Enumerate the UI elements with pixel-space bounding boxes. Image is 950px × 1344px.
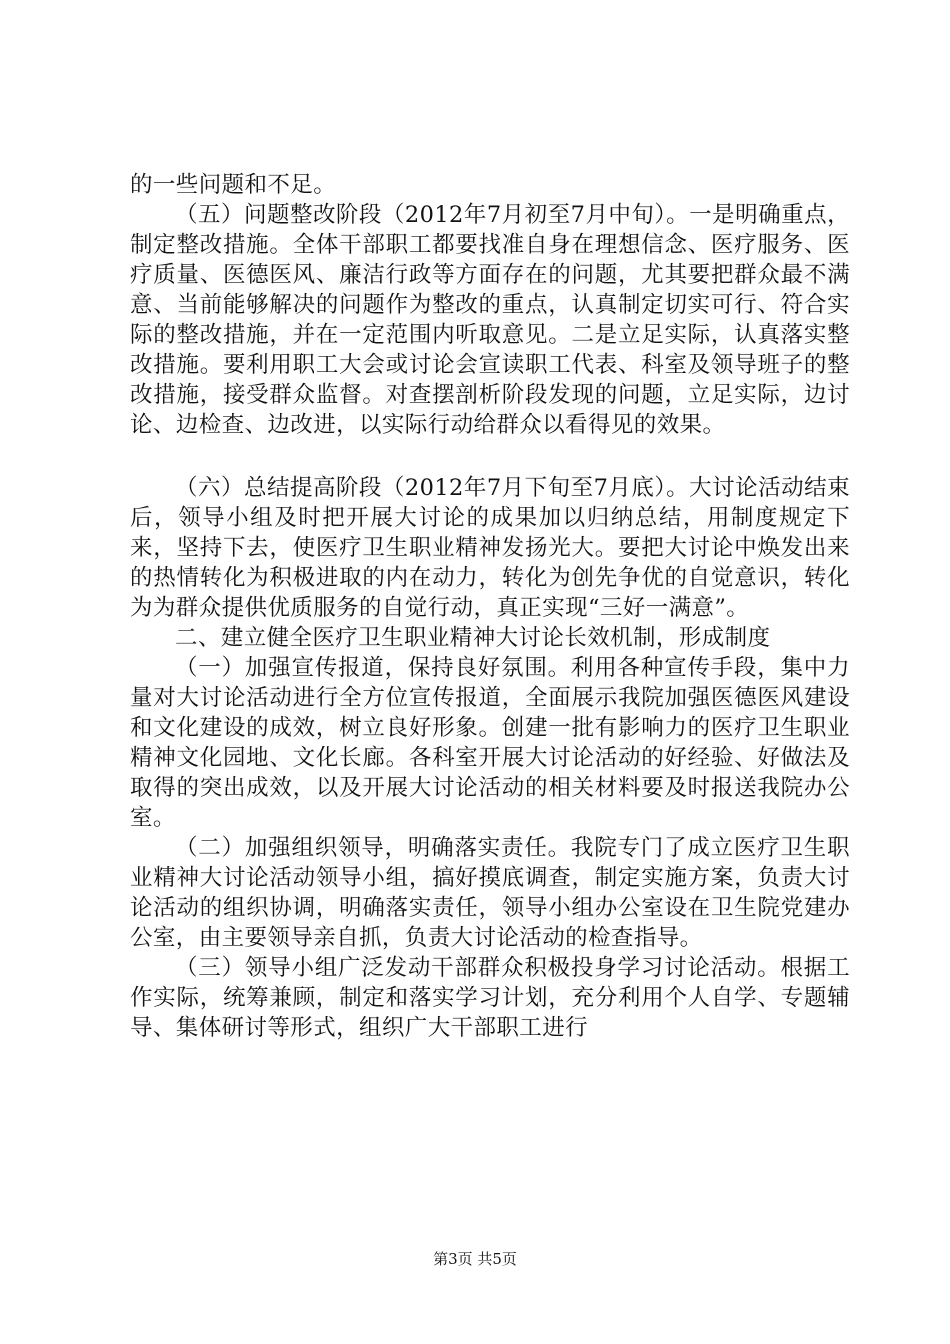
paragraph-item-three: （三）领导小组广泛发动干部群众积极投身学习讨论活动。根据工作实际，统筹兼顾，制定和落实学习计划，充分利用个人自学、专题辅导、集体研讨等形式，组织广大干部职工进行 bbox=[130, 955, 850, 1041]
paragraph-stage-six: （六）总结提高阶段（2012年7月下旬至7月底）。大讨论活动结束后，领导小组及时把开展大讨论的成果加以归纳总结，用制度规定下来，坚持下去，使医疗卫生职业精神发扬光大。要把大讨论中焕发出来的热情转化为积极进取的内在动力，转化为创先争优的自觉意识，转化为为群众提供优质服务的自觉行动，真正实现“三好一满意”。 bbox=[130, 475, 850, 621]
paragraph-spacer bbox=[130, 440, 850, 473]
page-footer: 第3页 共5页 bbox=[433, 1250, 517, 1268]
paragraph-stage-five: （五）问题整改阶段（2012年7月初至7月中旬）。一是明确重点，制定整改措施。全体干部职工都要找准自身在理想信念、医疗服务、医疗质量、医德医风、廉洁行政等方面存在的问题，尤其要把群众最不满意、当前能够解决的问题作为整改的重点，认真制定切实可行、符合实际的整改措施，并在一定范围内听取意见。二是立足实际，认真落实整改措施。要利用职工大会或讨论会宣读职工代表、科室及领导班子的整改措施，接受群众监督。对查摆剖析阶段发现的问题，立足实际，边讨论、边检查、边改进，以实际行动给群众以看得见的效果。 bbox=[130, 202, 850, 438]
document-body bbox=[130, 170, 850, 1043]
paragraph-item-two: （二）加强组织领导，明确落实责任。我院专门了成立医疗卫生职业精神大讨论活动领导小组，搞好摸底调查，制定实施方案，负责大讨论活动的组织协调，明确落实责任，领导小组办公室设在卫生院党建办公室，由主要领导亲自抓，负责大讨论活动的检查指导。 bbox=[130, 835, 850, 951]
paragraph-item-one: （一）加强宣传报道，保持良好氛围。利用各种宣传手段，集中力量对大讨论活动进行全方位宣传报道，全面展示我院加强医德医风建设和文化建设的成效，树立良好形象。创建一批有影响力的医疗卫生职业精神文化园地、文化长廊。各科室开展大讨论活动的好经验、好做法及取得的突出成效，以及开展大讨论活动的相关材料要及时报送我院办公室。 bbox=[130, 655, 850, 831]
section-heading-two: 二、建立健全医疗卫生职业精神大讨论长效机制，形成制度 bbox=[175, 625, 771, 651]
paragraph-continuation: 的一些问题和不足。 bbox=[130, 172, 337, 198]
